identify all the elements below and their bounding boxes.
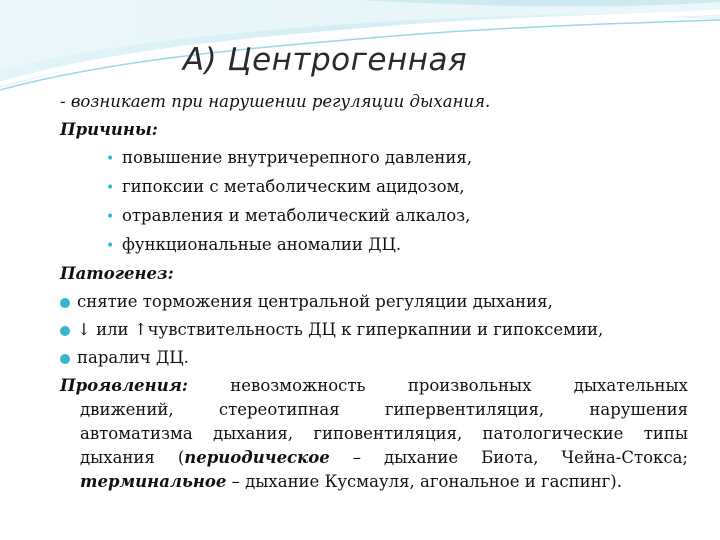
list-item: паралич ДЦ. [60,344,688,372]
manifestations-line: терминальное – дыхание Кусмауля, агональное и гаспинг). [80,472,622,491]
subtitle-text: - возникает при нарушении регуляции дыхания. [60,92,491,111]
list-item: ↓ или ↑чувствительность ДЦ к гиперкапнии и гипоксемии, [60,316,688,344]
list-item: снятие торможения центральной регуляции дыхания, [60,288,688,316]
bullet-icon: • [106,209,115,225]
slide-title: А) Центрогенная [182,42,468,78]
list-item: • функциональные аномалии ДЦ. [106,231,688,260]
manifestations-line: Проявления: невозможность произвольных дыхательных [60,376,688,395]
circle-bullet-icon [60,354,70,364]
pathogenesis-list [60,288,688,372]
pathogenesis-heading: Патогенез: [60,264,174,283]
manifestations-paragraph [60,374,688,494]
list-item: • отравления и метаболический алкалоз, [106,202,688,231]
term-periodic: периодическое [184,448,330,467]
causes-heading: Причины: [60,120,158,139]
manifestations-line: дыхания (периодическое – дыхание Биота, Чейна-Стокса; [80,448,688,467]
circle-bullet-icon [60,326,70,336]
list-item: • гипоксии с метаболическим ацидозом, [106,173,688,202]
bullet-icon: • [106,151,115,167]
manifestations-line: движений, стереотипная гипервентиляция, нарушения [80,400,688,419]
slide-body [60,88,688,494]
manifestations-heading: Проявления: [60,376,188,395]
bullet-icon: • [106,238,115,254]
circle-bullet-icon [60,298,70,308]
manifestations-line: автоматизма дыхания, гиповентиляция, патологические типы [80,424,688,443]
list-item: • повышение внутричерепного давления, [106,144,688,173]
term-terminal: терминальное [80,472,227,491]
causes-list [60,144,688,260]
bullet-icon: • [106,180,115,196]
